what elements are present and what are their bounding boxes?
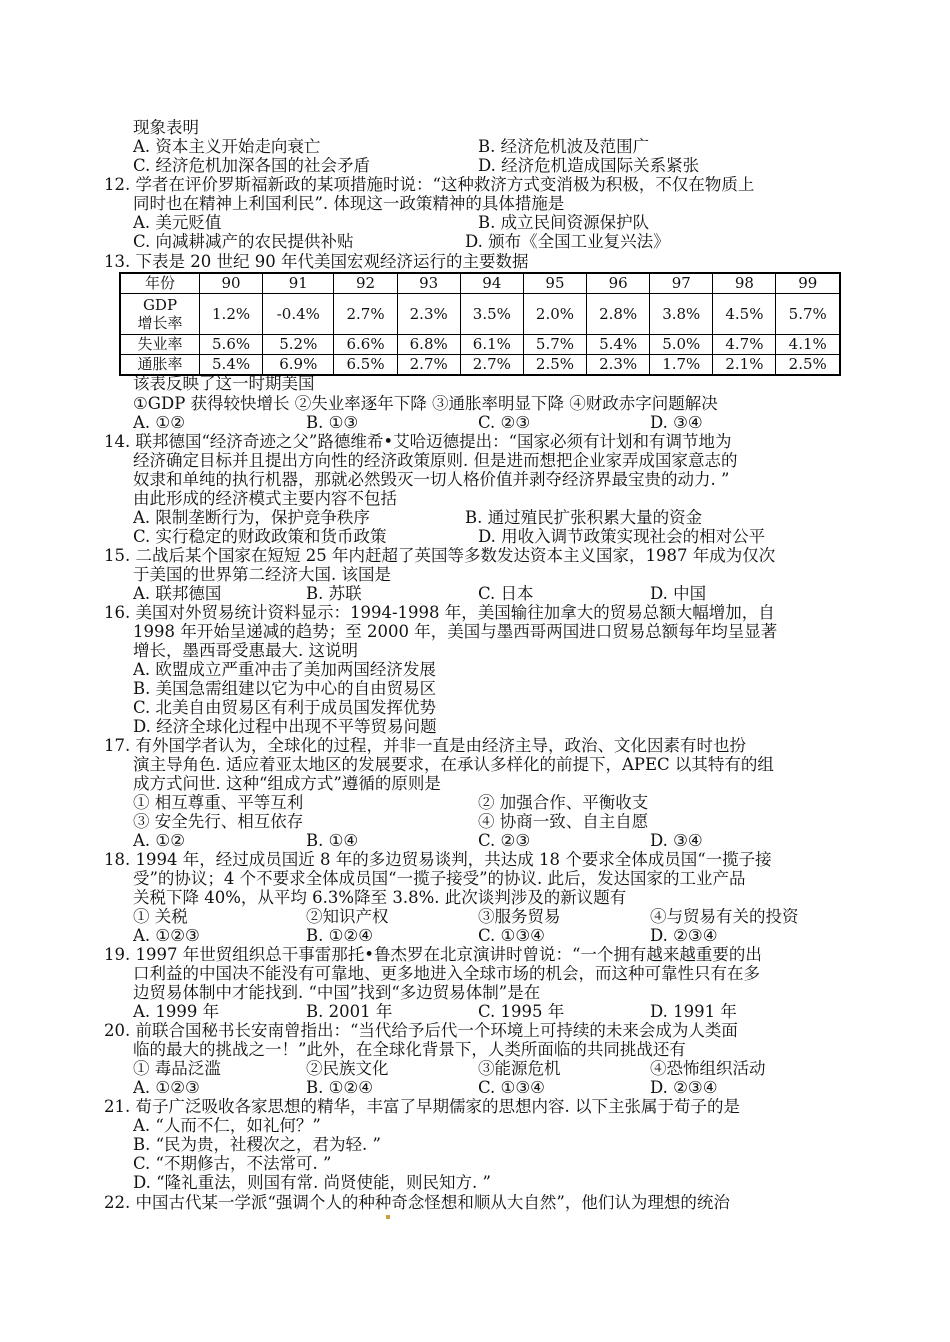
question-text: 演主导角色. 适应着亚太地区的发展要求，在承认多样化的前提下，APEC 以其特有的组 (133, 755, 774, 774)
option-c: C. “不期修古，不法常可. ” (133, 1154, 332, 1173)
option-d: D. 经济危机造成国际关系紧张 (478, 156, 700, 175)
question-text: 该表反映了这一时期美国 (133, 374, 315, 393)
option-a: A. ①② (133, 831, 185, 850)
option-c: C. ①③④ (478, 926, 545, 945)
table-cell: 1.7% (650, 355, 713, 376)
question-text: 边贸易体制中才能找到. “中国”找到“多边贸易体制”是在 (133, 983, 541, 1002)
question-text: 同时也在精神上利国利民”. 体现这一政策精神的具体措施是 (133, 194, 565, 213)
option-d: D. 颁布《全国工业复兴法》 (465, 232, 670, 251)
option-a: A. 1999 年 (133, 1002, 220, 1021)
statement-1: ① 相互尊重、平等互利 (133, 793, 304, 812)
table-cell: 3.8% (650, 294, 713, 335)
option-b: B. ①③ (306, 413, 359, 432)
statement-3: ③能源危机 (478, 1059, 561, 1078)
statement-4: ④恐怖组织活动 (650, 1059, 766, 1078)
option-d: D. ②③④ (650, 1078, 718, 1097)
option-d: D. ②③④ (650, 926, 718, 945)
question-text: 受”的协议；4 个不要求全体成员国“一揽子接受”的协议. 此后，发达国家的工业产品 (133, 869, 746, 888)
option-a: A. 美元贬值 (133, 213, 222, 232)
table-cell: 97 (650, 273, 713, 294)
option-d: D. ③④ (650, 413, 703, 432)
table-cell: 5.2% (263, 335, 334, 355)
option-c: C. 日本 (478, 584, 534, 603)
table-cell: 4.7% (713, 335, 776, 355)
option-a: A. 资本主义开始走向衰亡 (133, 137, 321, 156)
question-12: 12. 学者在评价罗斯福新政的某项措施时说：“这种救济方式变消极为积极，不仅在物质上 (104, 175, 755, 194)
question-16: 16. 美国对外贸易统计资料显示：1994-1998 年，美国输往加拿大的贸易总额大幅增加，自 (104, 603, 775, 622)
row-label: 失业率 (120, 335, 200, 355)
question-statements: ①GDP 获得较快增长 ②失业率逐年下降 ③通胀率明显下降 ④财政赤字问题解决 (133, 394, 718, 413)
table-cell: 95 (523, 273, 586, 294)
question-19: 19. 1997 年世贸组织总干事雷那托•鲁杰罗在北京演讲时曾说：“一个拥有越来越重要的出 (104, 945, 762, 964)
statement-2: ② 加强合作、平衡收支 (478, 793, 649, 812)
table-cell: 5.7% (776, 294, 840, 335)
statement-3: ③ 安全先行、相互依存 (133, 812, 304, 831)
option-a: A. 联邦德国 (133, 584, 222, 603)
question-20: 20. 前联合国秘书长安南曾指出：“当代给予后代一个环境上可持续的未来会成为人类面 (104, 1021, 738, 1040)
option-d: D. 中国 (650, 584, 707, 603)
option-b: B. 苏联 (306, 584, 362, 603)
option-b: B. 通过殖民扩张积累大量的资金 (465, 508, 703, 527)
table-cell: 2.7% (397, 355, 460, 376)
economic-data-table (119, 272, 841, 376)
statement-1: ① 关税 (133, 907, 188, 926)
option-b: B. 美国急需组建以它为中心的自由贸易区 (133, 679, 437, 698)
table-cell: 93 (397, 273, 460, 294)
option-b: B. ①②④ (306, 926, 373, 945)
option-a: A. 限制垄断行为，保护竞争秩序 (133, 508, 370, 527)
table-cell: 2.0% (523, 294, 586, 335)
statement-4: ④与贸易有关的投资 (650, 907, 799, 926)
table-cell: 5.4% (200, 355, 263, 376)
table-row-unemployment (120, 335, 840, 355)
table-row-gdp (120, 294, 840, 335)
table-cell: 90 (200, 273, 263, 294)
table-cell: 2.1% (713, 355, 776, 376)
question-text: 增长，墨西哥受惠最大. 这说明 (133, 641, 358, 660)
table-cell: 91 (263, 273, 334, 294)
table-cell: 6.5% (334, 355, 397, 376)
option-b: B. 经济危机波及范围广 (478, 137, 650, 156)
table-cell: 6.1% (460, 335, 523, 355)
table-cell: 92 (334, 273, 397, 294)
question-text: 口利益的中国决不能没有可靠地、更多地进入全球市场的机会，而这种可靠性只有在多 (133, 964, 760, 983)
text-line: 现象表明 (133, 118, 199, 137)
statement-1: ① 毒品泛滥 (133, 1059, 221, 1078)
option-b: B. ①②④ (306, 1078, 373, 1097)
row-label-line: 增长率 (137, 314, 183, 332)
option-a: A. 欧盟成立严重冲击了美加两国经济发展 (133, 660, 436, 679)
table-cell: 5.6% (200, 335, 263, 355)
option-a: A. ①② (133, 413, 185, 432)
question-21: 21. 荀子广泛吸收各家思想的精华，丰富了早期儒家的思想内容. 以下主张属于荀子的是 (104, 1097, 740, 1116)
table-cell: 94 (460, 273, 523, 294)
row-label-line: GDP (142, 296, 178, 314)
table-cell: 5.4% (587, 335, 650, 355)
table-header-row (120, 273, 840, 294)
question-22: 22. 中国古代某一学派“强调个人的种种奇念怪想和顺从大自然”，他们认为理想的统治 (104, 1193, 730, 1212)
table-cell: 5.7% (523, 335, 586, 355)
table-cell: 5.0% (650, 335, 713, 355)
statement-2: ②民族文化 (306, 1059, 389, 1078)
table-cell: 4.5% (713, 294, 776, 335)
option-c: C. ②③ (478, 831, 531, 850)
table-cell: 3.5% (460, 294, 523, 335)
table-cell: 1.2% (200, 294, 263, 335)
table-cell: 98 (713, 273, 776, 294)
statement-3: ③服务贸易 (478, 907, 561, 926)
table-cell: 2.8% (587, 294, 650, 335)
option-c: C. 经济危机加深各国的社会矛盾 (133, 156, 371, 175)
option-c: C. 1995 年 (478, 1002, 565, 1021)
table-cell: 2.7% (334, 294, 397, 335)
question-text: 于美国的世界第二经济大国. 该国是 (133, 565, 391, 584)
table-cell: -0.4% (263, 294, 334, 335)
option-c: C. ①③④ (478, 1078, 545, 1097)
table-cell: 2.5% (523, 355, 586, 376)
option-b: B. “民为贵，社稷次之，君为轻. ” (133, 1135, 381, 1154)
option-b: B. 成立民间资源保护队 (478, 213, 650, 232)
question-15: 15. 二战后某个国家在短短 25 年内赶超了英国等多数发达资本主义国家，1987 年成为仅次 (104, 546, 776, 565)
table-cell: 2.7% (460, 355, 523, 376)
statement-4: ④ 协商一致、自主自愿 (478, 812, 649, 831)
table-cell: 6.9% (263, 355, 334, 376)
option-b: B. 2001 年 (306, 1002, 393, 1021)
question-13: 13. 下表是 20 世纪 90 年代美国宏观经济运行的主要数据 (104, 252, 529, 271)
cursor-mark (386, 1215, 390, 1219)
statement-2: ②知识产权 (306, 907, 389, 926)
table-cell: 6.6% (334, 335, 397, 355)
question-text: 由此形成的经济模式主要内容不包括 (133, 489, 397, 508)
table-cell: 96 (587, 273, 650, 294)
question-text: 临的最大的挑战之一！”此外，在全球化背景下，人类所面临的共同挑战还有 (133, 1040, 686, 1059)
option-c: C. 北美自由贸易区有利于成员国发挥优势 (133, 698, 437, 717)
option-d: D. “隆礼重法，则国有常. 尚贤使能，则民知方. ” (133, 1173, 491, 1192)
table-cell: 年份 (120, 273, 200, 294)
question-text: 经济确定目标并且提出方向性的经济政策原则. 但是进而想把企业家弄成国家意志的 (133, 451, 738, 470)
table-cell: 2.3% (397, 294, 460, 335)
table-cell: 2.5% (776, 355, 840, 376)
option-d: D. ③④ (650, 831, 703, 850)
question-text: 成方式问世. 这种“组成方式”遵循的原则是 (133, 774, 441, 793)
question-17: 17. 有外国学者认为，全球化的过程，并非一直是由经济主导，政治、文化因素有时也扮 (104, 736, 746, 755)
question-text: 1998 年开始呈递减的趋势；至 2000 年，美国与墨西哥两国进口贸易总额每年均呈显著 (133, 622, 778, 641)
option-d: D. 经济全球化过程中出现不平等贸易问题 (133, 717, 437, 736)
question-text: 关税下降 40%，从平均 6.3%降至 3.8%. 此次谈判涉及的新议题有 (133, 888, 627, 907)
row-label (120, 294, 200, 335)
table-cell: 2.3% (587, 355, 650, 376)
question-18: 18. 1994 年，经过成员国近 8 年的多边贸易谈判，共达成 18 个要求全体成员国“一揽子接 (104, 850, 772, 869)
option-b: B. ①④ (306, 831, 359, 850)
option-a: A. “人而不仁，如礼何？” (133, 1116, 321, 1135)
option-c: C. 向减耕减产的农民提供补贴 (133, 232, 354, 251)
option-d: D. 1991 年 (650, 1002, 737, 1021)
option-a: A. ①②③ (133, 1078, 200, 1097)
option-d: D. 用收入调节政策实现社会的相对公平 (478, 527, 766, 546)
table-cell: 99 (776, 273, 840, 294)
question-14: 14. 联邦德国“经济奇迹之父”路德维希•艾哈迈德提出：“国家必须有计划和有调节地为 (104, 432, 732, 451)
question-text: 奴隶和单纯的执行机器，那就必然毁灭一切人格价值并剥夺经济界最宝贵的动力. ” (133, 470, 730, 489)
row-label: 通胀率 (120, 355, 200, 376)
option-a: A. ①②③ (133, 926, 200, 945)
table-row-inflation (120, 355, 840, 376)
option-c: C. 实行稳定的财政政策和货币政策 (133, 527, 387, 546)
table-cell: 6.8% (397, 335, 460, 355)
option-c: C. ②③ (478, 413, 531, 432)
table-cell: 4.1% (776, 335, 840, 355)
